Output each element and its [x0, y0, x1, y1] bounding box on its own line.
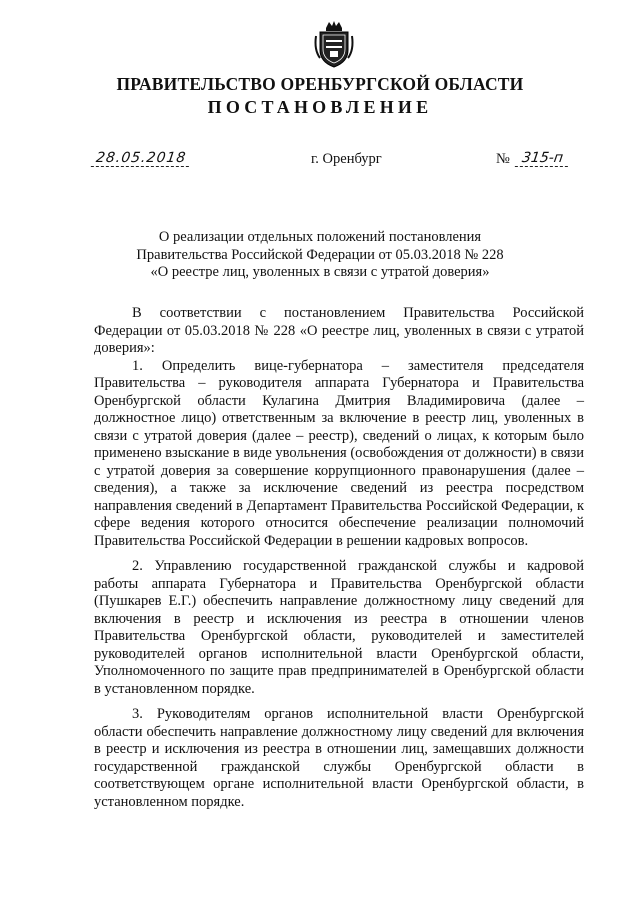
document-subject: [90, 229, 550, 282]
subject-line-2: Правительства Российской Федерации от 05.03.2018 № 228: [136, 246, 504, 263]
government-title: ПРАВИТЕЛЬСТВО ОРЕНБУРГСКОЙ ОБЛАСТИ: [116, 74, 524, 94]
coat-of-arms-icon: [312, 20, 356, 68]
item-1-paragraph: 1. Определить вице-губернатора – заместителя председателя Правительства – руководителя аппарата Губернатора и Правительства Оренбургской области Кулагина Дмитрия Владимировича (далее – должностное лицо) ответственным за включение в реестр лиц, уволенных в связи с утратой доверия (далее – реестр), сведений о лицах, к которым было применено взыскание в виде увольнения (освобождения от должности) в связи с утратой доверия за совершение коррупционного правонарушения (далее – сведения), а также за исключение сведений из реестра посредством направления сведений в Департамент Правительства Российской Федерации, к сфере ведения которого относится обеспечение реализации полномочий Правительства Российской Федерации в решении кадровых вопросов.: [94, 357, 584, 549]
document-city: г. Оренбург: [311, 151, 382, 167]
document-type: ПОСТАНОВЛЕНИЕ: [207, 97, 433, 117]
document-body: [94, 305, 584, 811]
preamble-paragraph: В соответствии с постановлением Правительства Российской Федерации от 05.03.2018 № 228 «О реестре лиц, уволенных в связи с утратой доверия»:: [94, 305, 584, 356]
item-2-paragraph: 2. Управлению государственной гражданской службы и кадровой работы аппарата Губернатора и Правительства Оренбургской области (Пушкарев Е.Г.) обеспечить направление должностному лицу сведений для включения в реестр и исключения из реестра в отношении членов Правительства Оренбургской области, руководителей и заместителей руководителей органов исполнительной власти Оренбургской области, Уполномоченного по защите прав предпринимателей в Оренбургской области в установленном порядке.: [94, 558, 584, 697]
document-date: 28.05.2018: [91, 150, 192, 167]
subject-line-1: О реализации отдельных положений постановления: [158, 229, 482, 245]
item-3-paragraph: 3. Руководителям органов исполнительной власти Оренбургской области обеспечить направление должностному лицу сведений для включения в реестр и исключения из реестра в отношении лиц, замещавших должности государственной гражданской службы Оренбургской области в соответствующем органе исполнительной власти Оренбургской области, в установленном порядке.: [94, 706, 584, 810]
document-number: 315-п: [515, 150, 570, 167]
subject-line-3: «О реестре лиц, уволенных в связи с утратой доверия»: [150, 264, 490, 280]
document-meta-row: [0, 150, 640, 174]
document-number-label: №: [496, 151, 510, 167]
